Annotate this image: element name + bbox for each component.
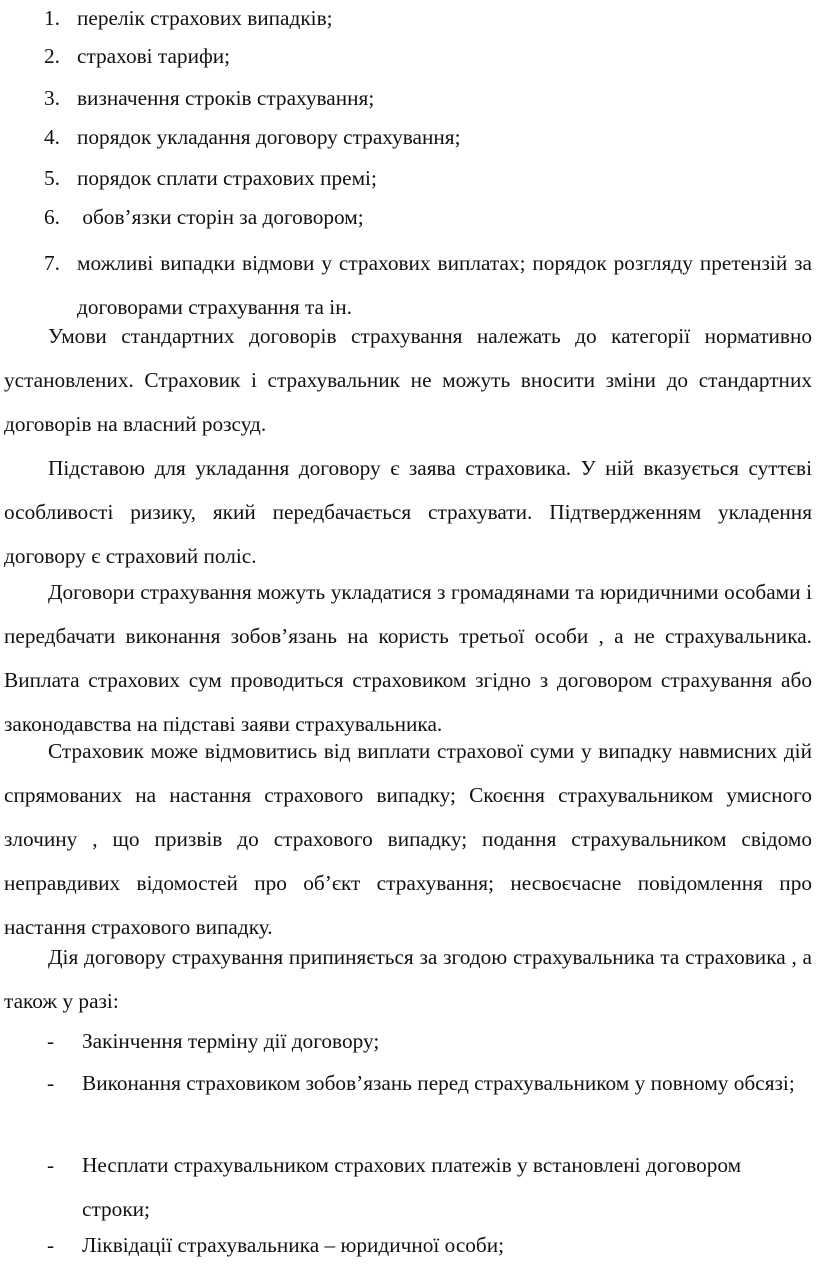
list-number: 2. (44, 44, 60, 68)
list-text: обов’язки сторін за договором; (77, 205, 364, 229)
list-number: 1. (44, 6, 60, 30)
dash-text: Ліквідації страхувальника – юридичної особи; (82, 1233, 505, 1257)
list-text: перелік страхових випадків; (77, 6, 333, 30)
list-number: 5. (44, 166, 60, 190)
dash-marker: - (47, 1071, 55, 1095)
list-number: 3. (44, 86, 60, 110)
paragraph: Договори страхування можуть укладатися з громадянами та юридичними особами і передбачати виконання зобов’язань на користь третьої особи , а не страхувальника. Виплата страхових сум проводиться страховиком згідно з договором страхування або законодавства на підставі заяви страхувальника. (4, 580, 812, 736)
dash-marker: - (47, 1029, 55, 1053)
list-text: порядок укладання договору страхування; (77, 125, 461, 149)
paragraph: Страховик може відмовитись від виплати страхової суми у випадку навмисних дій спрямованих на настання страхового випадку; Скоєння страхувальником умисного злочину , що призвів до страхового випадку; подання страхувальником свідомо неправдивих відомостей про об’єкт страхування; несвоєчасне повідомлення про настання страхового випадку. (4, 739, 812, 939)
dash-marker: - (47, 1233, 55, 1257)
paragraph: Дія договору страхування припиняється за згодою страхувальника та страховика , а також у разі: (4, 945, 812, 1013)
list-text: порядок сплати страхових премі; (77, 166, 377, 190)
paragraph: Підставою для укладання договору є заява страховика. У ній вказується суттєві особливості ризику, який передбачається страхувати. Підтвердженням укладення договору є страховий поліс. (4, 456, 812, 568)
paragraph: Умови стандартних договорів страхування належать до категорії нормативно установлених. Страховик і страхувальник не можуть вносити зміни до стандартних договорів на власний розсуд. (4, 324, 812, 436)
list-number: 4. (44, 125, 60, 149)
dash-text: Несплати страхувальником страхових платежів у встановлені договором строки; (82, 1153, 742, 1221)
dash-marker: - (47, 1153, 55, 1177)
list-number: 6. (44, 205, 60, 229)
dash-text: Закінчення терміну дії договору; (82, 1029, 380, 1053)
list-text: визначення строків страхування; (77, 86, 375, 110)
list-number: 7. (44, 251, 60, 275)
dash-text: Виконання страховиком зобов’язань перед страхувальником у повному обсязі; (82, 1071, 795, 1095)
list-text: страхові тарифи; (77, 44, 231, 68)
list-text: можливі випадки відмови у страхових виплатах; порядок розгляду претензій за договорами страхування та ін. (77, 251, 812, 319)
